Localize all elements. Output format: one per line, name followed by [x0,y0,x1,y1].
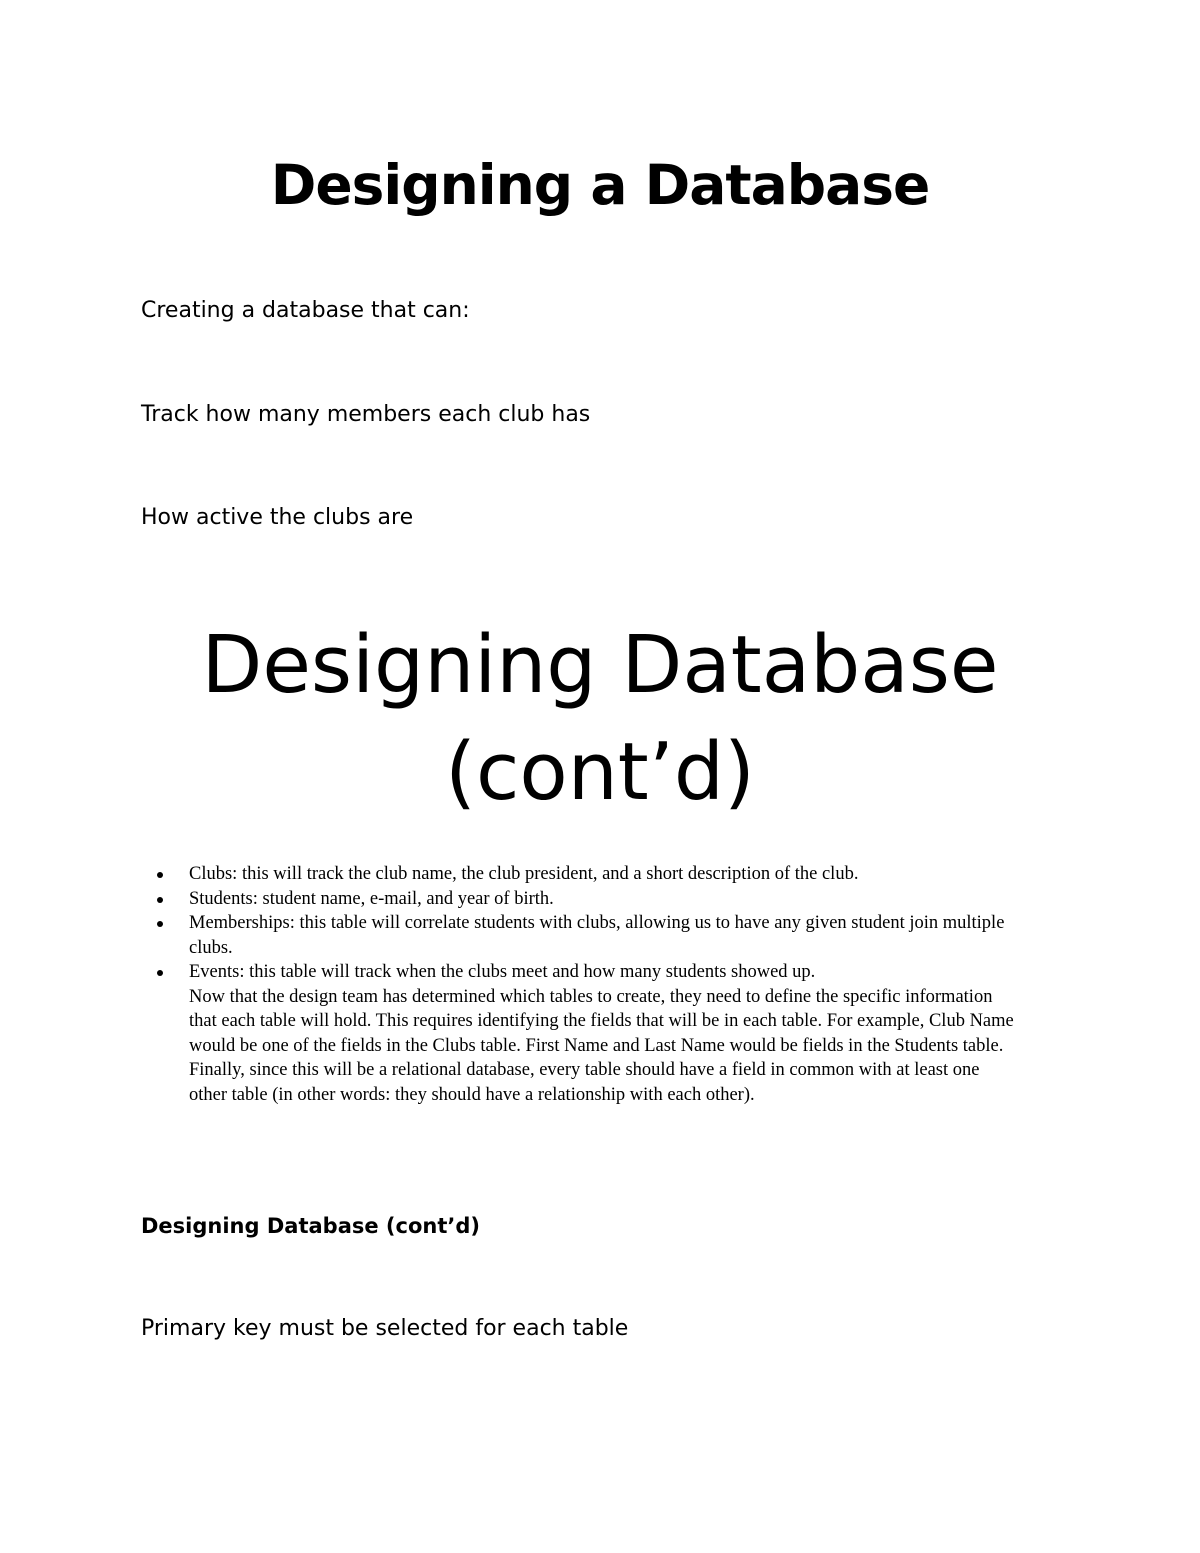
page-title: Designing a Database [270,153,930,217]
primary-key-note: Primary key must be selected for each table [141,1316,629,1341]
bullet-icon [157,970,163,976]
bullet-text: Events: this table will track when the clubs meet and how many students showed up. [189,962,816,982]
bullet-item-events [189,960,1019,1107]
bullet-text: Memberships: this table will correlate students with clubs, allowing us to have any given student join multiple clubs. [189,913,1005,958]
bullet-icon [157,897,163,903]
section-title-line-2: (cont’d) [445,726,755,818]
table-bullet-list [189,862,1019,1107]
bullet-item-clubs [189,862,1019,887]
bullet-item-memberships [189,911,1019,960]
subheading: Designing Database (cont’d) [141,1214,480,1238]
intro-text: Creating a database that can: [141,298,470,323]
section-title [0,612,1200,826]
point-activity: How active the clubs are [141,505,414,530]
section-title-line-1: Designing Database [201,619,999,711]
fields-paragraph: Now that the design team has determined which tables to create, they need to define the specific information that each table will hold. This requires identifying the fields that will be in each table. For example, Club Name would be one of the fields in the Clubs table. First Name and Last Name would be fields in the Students table. Finally, since this will be a relational database, every table should have a field in common with at least one other table (in other words: they should have a relationship with each other). [189,986,1014,1105]
bullet-text: Students: student name, e-mail, and year of birth. [189,888,554,909]
bullet-icon [157,872,163,878]
bullet-icon [157,921,163,927]
bullet-item-students [189,887,1019,912]
point-members: Track how many members each club has [141,402,591,427]
bullet-text: Clubs: this will track the club name, the club president, and a short description of the club. [189,864,859,884]
